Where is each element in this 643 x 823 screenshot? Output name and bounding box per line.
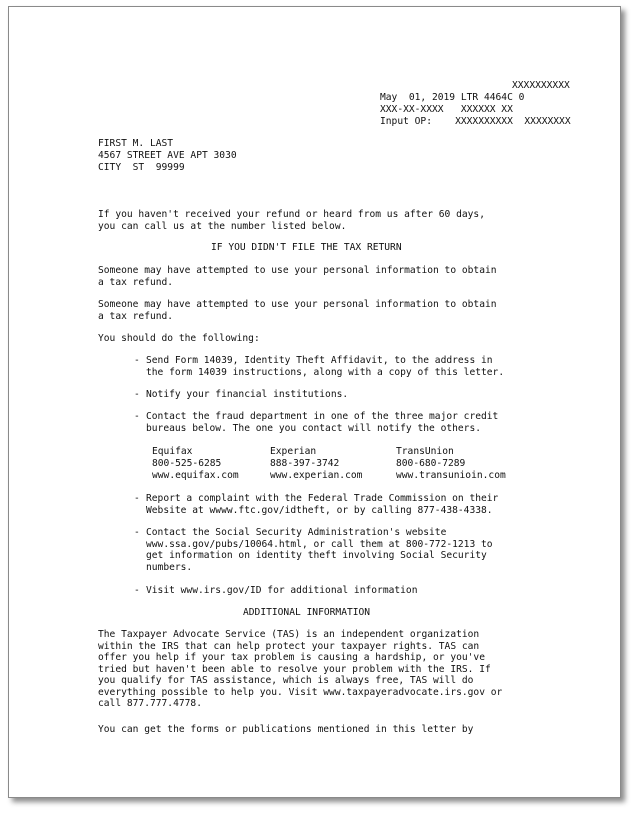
paragraph-2: Someone may have attempted to use your personal information to obtain a tax refund. (98, 299, 497, 322)
bureau-name: TransUnion (396, 446, 454, 457)
bullet-dash: - (134, 527, 140, 538)
header-input-line: Input OP: XXXXXXXXXX XXXXXXXX (380, 116, 571, 127)
closing-line: You can get the forms or publications mentioned in this letter by (98, 724, 474, 735)
bureau-phone: 800-680-7289 (396, 458, 466, 469)
bullet-item-credit-bureaus: Contact the fraud department in one of the three major credit bureaus below. The one you contact will notify the others. (146, 411, 499, 434)
letter-page (8, 6, 621, 798)
should-do-line: You should do the following: (98, 333, 260, 344)
recipient-name: FIRST M. LAST (98, 138, 174, 149)
bullet-dash: - (134, 493, 140, 504)
section-heading-not-filed: IF YOU DIDN'T FILE THE TAX RETURN (211, 242, 402, 253)
bullet-dash: - (134, 585, 140, 596)
bureau-name: Experian (270, 446, 317, 457)
recipient-city: CITY ST 99999 (98, 162, 185, 173)
bullet-item-financial: Notify your financial institutions. (146, 389, 349, 400)
header-code: XXXXXXXXXX (512, 80, 570, 91)
bullet-dash: - (134, 411, 140, 422)
bureau-name: Equifax (152, 446, 193, 457)
tas-paragraph: The Taxpayer Advocate Service (TAS) is an independent organization within the IRS that can help protect your taxpayer rights. TAS can offer you help if your tax problem is causing a hardship, or you've tried but haven't been able to resolve your problem with the IRS. If you qualify for TAS assistance, which is always free, TAS will do everything possible to help you. Visit www.taxpayeradvocate.irs.gov or call 877.777.4778. (98, 629, 503, 709)
bureau-website: www.experian.com (270, 470, 363, 481)
bureau-phone: 888-397-3742 (270, 458, 340, 469)
bullet-dash: - (134, 355, 140, 366)
bureau-website: www.equifax.com (152, 470, 239, 481)
header-date-line: May 01, 2019 LTR 4464C 0 (380, 92, 525, 103)
bullet-item-ssa: Contact the Social Security Administration's website www.ssa.gov/pubs/10064.html, or call them at 800-772-1213 to get information on identity theft involving Social Security numbers. (146, 527, 493, 573)
recipient-street: 4567 STREET AVE APT 3030 (98, 150, 237, 161)
bureau-website: www.transunioin.com (396, 470, 506, 481)
paragraph-1: Someone may have attempted to use your personal information to obtain a tax refund. (98, 265, 497, 288)
bullet-item-irs-id: Visit www.irs.gov/ID for additional information (146, 585, 418, 596)
header-id-line: XXX-XX-XXXX XXXXXX XX (380, 104, 513, 115)
bullet-dash: - (134, 389, 140, 400)
bullet-item-ftc: Report a complaint with the Federal Trade Commission on their Website at wwww.ftc.gov/idtheft, or by calling 877-438-4338. (146, 493, 499, 516)
intro-paragraph: If you haven't received your refund or heard from us after 60 days, you can call us at the number listed below. (98, 209, 485, 232)
bullet-item-form-14039: Send Form 14039, Identity Theft Affidavit, to the address in the form 14039 instructions, along with a copy of this letter. (146, 355, 505, 378)
bureau-phone: 800-525-6285 (152, 458, 222, 469)
section-heading-additional-info: ADDITIONAL INFORMATION (243, 607, 371, 618)
